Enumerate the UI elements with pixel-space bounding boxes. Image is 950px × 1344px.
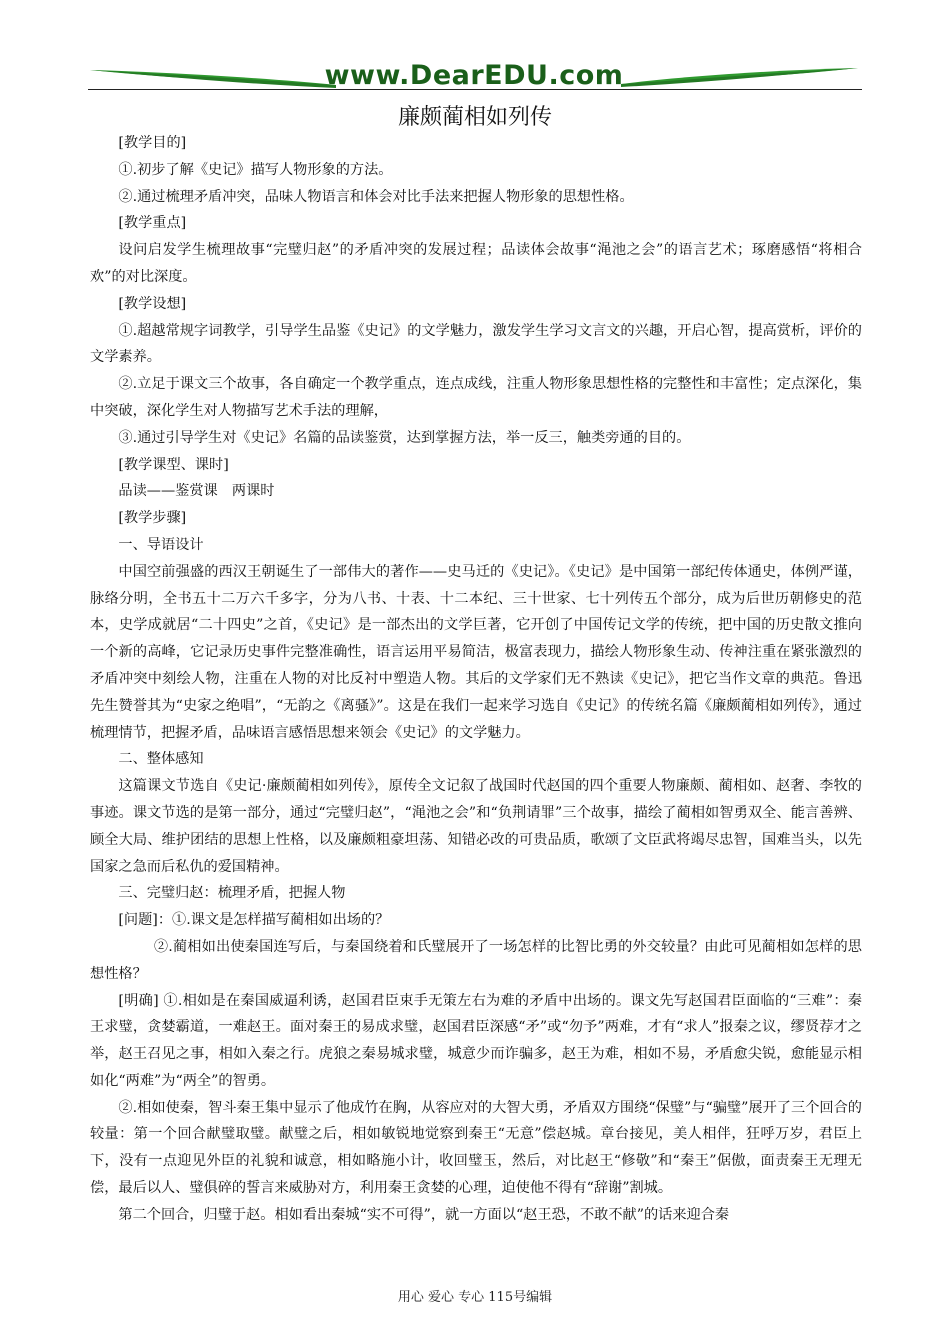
body-paragraph: ②.相如使秦，智斗秦王集中显示了他成竹在胸，从容应对的大智大勇，矛盾双方围绕“保璧”与“骗璧”展开了三个回合的较量：第一个回合献璧取璧。献璧之后，相如敏锐地觉察到秦王“无意”偿赵城。章台接见，美人相伴，狂呼万岁，君臣上下，没有一点迎见外臣的礼貌和诚意，相如略施小计，收回璧玉，然后，对比赵王“修敬”和“秦王”倨傲，面责秦王无理无偿，最后以人、璧俱碎的誓言来威胁对方，利用秦王贪婪的心理，迫使他不得有“辞谢”割城。 [90, 1099, 862, 1197]
body-paragraph: ①.初步了解《史记》描写人物形象的方法。 [118, 161, 393, 178]
section-heading: 一、导语设计 [118, 536, 204, 553]
document-body [90, 130, 862, 1229]
question-paragraph: [问题]：①.课文是怎样描写蔺相如出场的？ [118, 912, 390, 929]
page-footer: 用心 爱心 专心 115号编辑 [397, 1290, 553, 1305]
section-heading: 三、完璧归赵：梳理矛盾，把握人物 [118, 885, 346, 902]
section-label-steps: [教学步骤] [118, 510, 187, 527]
question-paragraph: ②.蔺相如出使秦国连写后，与秦国绕着和氏璧展开了一场怎样的比智比勇的外交较量？由此可见蔺相如怎样的思想性格？ [90, 938, 862, 982]
header-divider [88, 89, 862, 90]
body-paragraph: 中国空前强盛的西汉王朝诞生了一部伟大的著作——史马迁的《史记》。《史记》是中国第一部纪传体通史，体例严谨，脉络分明，全书五十二万六千多字，分为八书、十表、十二本纪、三十世家、七十列传五个部分，成为后世历朝修史的范本，史学成就居“二十四史”之首，《史记》是一部杰出的文学巨著，它开创了中国传记文学的传统，把中国的历史散文推向一个新的高峰，它记录历史事件完整准确性，语言运用平易简洁，极富表现力，描绘人物形象生动、传神注重在紧张激烈的矛盾冲突中刻绘人物，注重在人物的对比反衬中塑造人物。其后的文学家们无不熟读《史记》，把它当作文章的典范。鲁迅先生赞誉其为“史家之绝唱”，“无韵之《离骚》”。这是在我们一起来学习选自《史记》的传统名篇《廉颇蔺相如列传》，通过梳理情节，把握矛盾，品味语言感悟思想来领会《史记》的文学魅力。 [90, 563, 862, 741]
body-paragraph: 品读——鉴赏课 两课时 [118, 483, 275, 500]
section-label-objective: [教学目的] [118, 135, 187, 151]
site-header [86, 58, 862, 100]
body-paragraph: 设问启发学生梳理故事“完璧归赵”的矛盾冲突的发展过程；品读体会故事“渑池之会”的语言艺术；琢磨感悟“将相合欢”的对比深度。 [90, 242, 862, 285]
answer-paragraph: [明确] ①.相如是在秦国威逼利诱，赵国君臣束手无策左右为难的矛盾中出场的。课文先写赵国君臣面临的“三难”：秦王求璧，贪婪霸道，一难赵王。面对秦王的易成求璧，赵国君臣深感“矛”或“勿予”两难，才有“求人”报秦之议，缪贤荐才之举，赵王召见之事，相如入秦之行。虎狼之秦易城求璧，城意少而诈骗多，赵王为难，相如不易，矛盾愈尖锐，愈能显示相如化“两难”为“两全”的智勇。 [90, 992, 862, 1089]
body-paragraph: 这篇课文节选自《史记·廉颇蔺相如列传》，原传全文记叙了战国时代赵国的四个重要人物廉颇、蔺相如、赵奢、李牧的事迹。课文节选的是第一部分，通过“完璧归赵”，“渑池之会”和“负荆请罪”三个故事，描绘了蔺相如智勇双全、能言善辨、顾全大局、维护团结的思想上性格，以及廉颇粗豪坦荡、知错必改的可贵品质，歌颂了文臣武将竭尽忠智，国难当头，以先国家之急而后私仇的爱国精神。 [90, 778, 862, 875]
site-logo-text[interactable]: www.DearEDU.com [324, 60, 624, 91]
body-paragraph: ①.超越常规字词教学，引导学生品鉴《史记》的文学魅力，激发学生学习文言文的兴趣，开启心智，提高赏析，评价的文学素养。 [90, 322, 862, 366]
section-label-idea: [教学设想] [118, 295, 187, 312]
body-paragraph: ②.立足于课文三个故事，各自确定一个教学重点，连点成线，注重人物形象思想性格的完整性和丰富性；定点深化，集中突破，深化学生对人物描写艺术手法的理解， [90, 376, 862, 419]
document-title: 廉颇蔺相如列传 [397, 105, 552, 130]
section-label-focus: [教学重点] [118, 215, 187, 232]
body-paragraph: 第二个回合，归璧于赵。相如看出秦城“实不可得”，就一方面以“赵王恐，不敢不献”的话来迎合秦 [118, 1206, 730, 1223]
section-heading: 二、整体感知 [118, 751, 204, 768]
body-paragraph: ②.通过梳理矛盾冲突，品味人物语言和体会对比手法来把握人物形象的思想性格。 [118, 188, 634, 205]
section-label-type: [教学课型、课时] [118, 456, 229, 473]
body-paragraph: ③.通过引导学生对《史记》名篇的品读鉴赏，达到掌握方法，举一反三，触类旁通的目的。 [118, 429, 691, 446]
